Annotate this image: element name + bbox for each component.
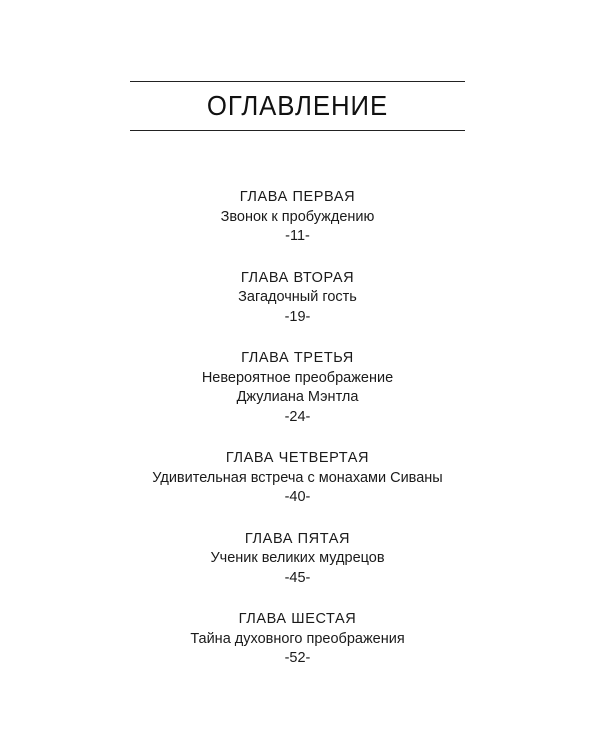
chapter-page-number: -19-	[284, 308, 311, 325]
chapter-title: Загадочный гость	[238, 289, 357, 305]
chapter-label: ГЛАВА ПЯТАЯ	[244, 530, 351, 547]
chapter-label: ГЛАВА ШЕСТАЯ	[238, 611, 357, 627]
chapter-title: Удивительная встреча с монахами Сиваны	[152, 469, 443, 486]
toc-entry-chapter-5[interactable]	[90, 530, 505, 589]
chapter-page-number: -40-	[284, 489, 311, 505]
chapter-title: Ученик великих мудрецов	[210, 550, 385, 566]
toc-entry-chapter-2[interactable]	[90, 269, 505, 328]
chapter-label: ГЛАВА ПЕРВАЯ	[239, 189, 356, 205]
toc-entry-chapter-4[interactable]	[90, 449, 505, 508]
toc-entry-chapter-1[interactable]	[90, 188, 505, 247]
table-of-contents	[90, 188, 505, 669]
title-rule-bottom	[130, 130, 465, 131]
chapter-label: ГЛАВА ВТОРАЯ	[240, 269, 355, 286]
chapter-page-number: -11-	[285, 228, 310, 244]
chapter-title-line-2: Джулиана Мэнтла	[236, 389, 359, 405]
title-rule-top	[130, 81, 465, 82]
chapter-label: ГЛАВА ТРЕТЬЯ	[241, 350, 354, 366]
toc-entry-chapter-6[interactable]	[90, 610, 505, 669]
chapter-page-number: -24-	[284, 408, 311, 425]
chapter-title: Тайна духовного преображения	[190, 630, 405, 647]
chapter-title-line-1: Невероятное преображение	[201, 369, 394, 386]
chapter-page-number: -45-	[284, 569, 311, 586]
page-title: ОГЛАВЛЕНИЕ	[206, 90, 389, 121]
chapter-title: Звонок к пробуждению	[220, 208, 375, 225]
chapter-label: ГЛАВА ЧЕТВЕРТАЯ	[225, 450, 370, 466]
chapter-page-number: -52-	[284, 650, 311, 666]
toc-entry-chapter-3[interactable]	[90, 349, 505, 427]
